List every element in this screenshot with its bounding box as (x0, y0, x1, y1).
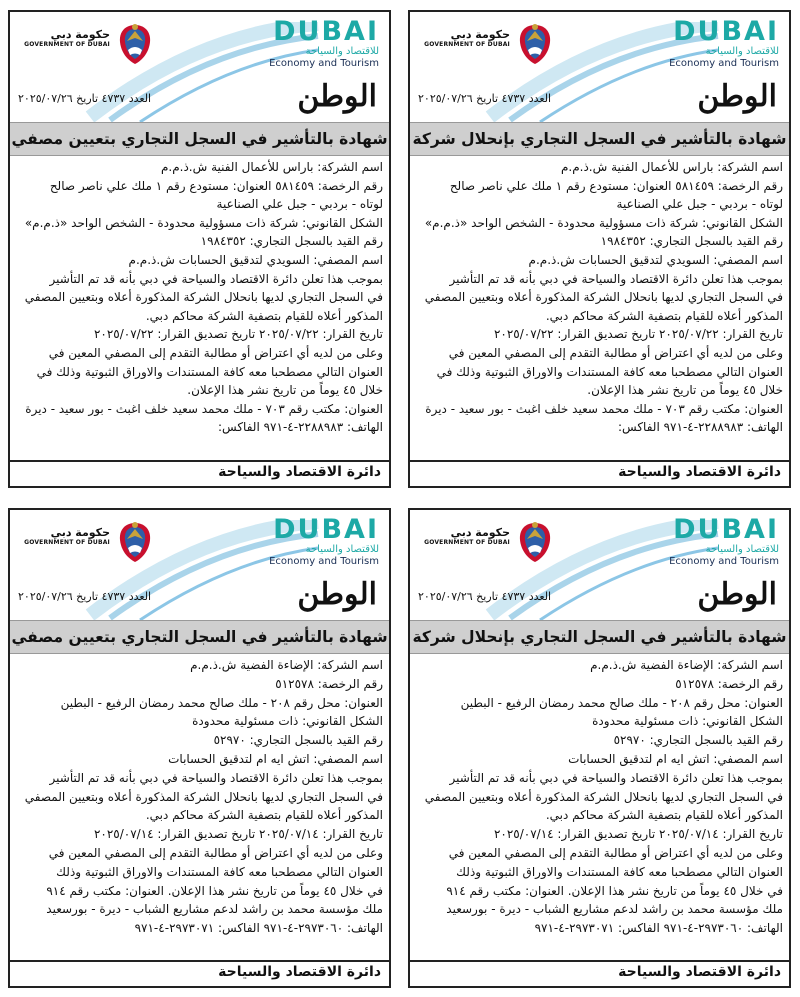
notice-body (16, 158, 383, 437)
notice-line: اسم المصفي: اتش ايه ام لتدقيق الحسابات (568, 751, 783, 766)
notice-line: اسم الشركة: باراس للأعمال الفنية ش.ذ.م.م (560, 160, 783, 174)
notice-line: رقم القيد بالسجل التجاري: ٥٢٩٧٠ (213, 733, 383, 748)
notice-footer (10, 460, 389, 486)
notice-line: تاريخ القرار: ٢٠٢٥/٠٧/١٤ تاريخ تصديق القرار: ٢٠٢٥/٠٧/١٤ (493, 827, 783, 842)
gov-english: GOVERNMENT OF DUBAI (424, 41, 510, 48)
notice-line: في السجل التجاري لديها بانحلال الشركة المذكورة أعلاه وبتعيين المصفي (24, 789, 383, 804)
dubai-english-subtitle: Economy and Tourism (269, 556, 379, 567)
notice-header (410, 12, 789, 120)
notice-line: في خلال ٤٥ يوماً من تاريخ نشر هذا الإعلان. العنوان: مكتب رقم ٩١٤ (46, 883, 383, 898)
issue-date: العدد ٤٧٣٧ تاريخ ٢٠٢٥/٠٧/٢٦ (18, 92, 152, 105)
notice-body (416, 158, 783, 437)
newspaper-name: الوطن (697, 79, 777, 114)
dubai-english-subtitle: Economy and Tourism (269, 58, 379, 69)
notice-line: في السجل التجاري لديها بانحلال الشركة المذكورة أعلاه وبتعيين المصفي (424, 789, 783, 804)
notice-line: تاريخ القرار: ٢٠٢٥/٠٧/٢٢ تاريخ تصديق القرار: ٢٠٢٥/٠٧/٢٢ (93, 327, 383, 342)
notice-title: شهادة بالتأشير في السجل التجاري بتعيين مصفي (10, 122, 389, 156)
notice-line: الهاتف: ٢٩٧٣٠٦٠-٤-٩٧١ الفاكس: ٢٩٧٣٠٧١-٤-٩٧١ (534, 921, 783, 936)
notice-body (416, 656, 783, 938)
notice-line: بموجب هذا تعلن دائرة الاقتصاد والسياحة في دبي بأنه قد تم التأشير (49, 770, 383, 785)
dubai-emblem-icon (514, 520, 556, 564)
notice-line: بموجب هذا تعلن دائرة الاقتصاد والسياحة في دبي بأنه قد تم التأشير (449, 271, 783, 286)
dubai-arabic-subtitle: للاقتصاد والسياحة (305, 46, 379, 57)
notice-line: رقم الرخصة: ٥١٢٥٧٨ (675, 676, 783, 691)
notice-header (10, 510, 389, 618)
notice-line: رقم القيد بالسجل التجاري: ٥٢٩٧٠ (613, 733, 783, 748)
notice-line: في السجل التجاري لديها بانحلال الشركة المذكورة أعلاه وبتعيين المصفي (424, 290, 783, 305)
government-of-dubai-logo (420, 526, 510, 547)
notice-line: الهاتف: ٢٢٨٨٩٨٣-٤-٩٧١ الفاكس: (218, 420, 383, 435)
notice-line: رقم القيد بالسجل التجاري: ١٩٨٤٣٥٢ (200, 234, 383, 249)
government-of-dubai-logo (420, 28, 510, 49)
notice-line: وعلى من لديه أي اعتراض أو مطالبة التقدم إلى المصفي المعين في (48, 345, 383, 360)
notice-line: ملك مؤسسة محمد بن راشد لدعم مشاريع الشباب - ديرة - بورسعيد (46, 902, 383, 917)
gov-arabic: حكومة دبي (50, 526, 110, 539)
notice-line: العنوان التالي مصطحبا معه كافة المستندات والاوراق الثبوتية وذلك (56, 864, 383, 879)
notice-line: خلال ٤٥ يوماً من تاريخ نشر هذا الإعلان. (187, 383, 383, 398)
notice-header (10, 12, 389, 120)
notice-line: العنوان: محل رقم ٢٠٨ - ملك صالح محمد رمضان الرفيع - البطين (460, 695, 783, 710)
notice-line: اسم الشركة: الإضاءة الفضية ش.ذ.م.م (590, 658, 783, 672)
gov-arabic: حكومة دبي (450, 526, 510, 539)
gov-english: GOVERNMENT OF DUBAI (24, 41, 110, 48)
notice-card-2 (8, 10, 391, 488)
notice-line: العنوان التالي مصطحبا معه كافة المستندات والاوراق الثبوتية وذلك في (36, 364, 383, 379)
dubai-wordmark: DUBAI (673, 514, 779, 545)
notice-line: الهاتف: ٢٩٧٣٠٦٠-٤-٩٧١ الفاكس: ٢٩٧٣٠٧١-٤-٩٧١ (134, 921, 383, 936)
notice-line: الشكل القانوني: ذات مسئولية محدودة (192, 714, 383, 729)
notice-line: الشكل القانوني: شركة ذات مسؤولية محدودة - الشخص الواحد «ذ.م.م» (424, 215, 783, 230)
notice-title: شهادة بالتأشير في السجل التجاري بإنحلال شركة (410, 620, 789, 654)
dubai-economy-tourism-logo (269, 516, 379, 568)
notice-card-1 (408, 10, 791, 488)
notice-line: العنوان التالي مصطحبا معه كافة المستندات والاوراق الثبوتية وذلك (456, 864, 783, 879)
government-of-dubai-logo (20, 28, 110, 49)
notice-line: بموجب هذا تعلن دائرة الاقتصاد والسياحة في دبي بأنه قد تم التأشير (49, 271, 383, 286)
department-name: دائرة الاقتصاد والسياحة (218, 964, 381, 980)
notice-line: المذكور أعلاه للقيام بتصفية الشركة محاكم دبي. (545, 308, 783, 323)
notice-line: الشكل القانوني: ذات مسئولية محدودة (592, 714, 783, 729)
notice-card-3 (408, 508, 791, 988)
notice-line: اسم المصفي: السويدي لتدقيق الحسابات ش.ذ.م.م (128, 252, 383, 267)
gov-arabic: حكومة دبي (50, 28, 110, 41)
dubai-wordmark: DUBAI (673, 16, 779, 47)
notice-line: لوتاه - بردبي - جبل علي الصناعية (616, 197, 783, 212)
dubai-economy-tourism-logo (269, 18, 379, 70)
dubai-wordmark: DUBAI (273, 514, 379, 545)
dubai-emblem-icon (514, 22, 556, 66)
issue-date: العدد ٤٧٣٧ تاريخ ٢٠٢٥/٠٧/٢٦ (418, 92, 552, 105)
newspaper-name: الوطن (697, 577, 777, 612)
notice-line: اسم المصفي: السويدي لتدقيق الحسابات ش.ذ.م.م (528, 252, 783, 267)
notice-line: العنوان: مكتب رقم ٧٠٣ - ملك محمد سعيد خلف اغبث - بور سعيد - ديرة (425, 401, 783, 416)
issue-date: العدد ٤٧٣٧ تاريخ ٢٠٢٥/٠٧/٢٦ (418, 590, 552, 603)
newspaper-name: الوطن (297, 577, 377, 612)
notice-line: ملك مؤسسة محمد بن راشد لدعم مشاريع الشباب - ديرة - بورسعيد (446, 902, 783, 917)
notice-line: خلال ٤٥ يوماً من تاريخ نشر هذا الإعلان. (587, 383, 783, 398)
notice-line: رقم الرخصة: ٥٨١٤٥٩ العنوان: مستودع رقم ١ ملك علي ناصر صالح (49, 178, 383, 193)
notice-line: وعلى من لديه أي اعتراض أو مطالبة التقدم إلى المصفي المعين في (48, 845, 383, 860)
department-name: دائرة الاقتصاد والسياحة (218, 464, 381, 480)
dubai-english-subtitle: Economy and Tourism (669, 556, 779, 567)
dubai-wordmark: DUBAI (273, 16, 379, 47)
notice-line: في خلال ٤٥ يوماً من تاريخ نشر هذا الإعلان. العنوان: مكتب رقم ٩١٤ (446, 883, 783, 898)
notice-line: وعلى من لديه أي اعتراض أو مطالبة التقدم إلى المصفي المعين في (448, 345, 783, 360)
dubai-economy-tourism-logo (669, 516, 779, 568)
notice-line: اسم المصفي: اتش ايه ام لتدقيق الحسابات (168, 751, 383, 766)
gov-english: GOVERNMENT OF DUBAI (424, 539, 510, 546)
notice-line: رقم الرخصة: ٥٨١٤٥٩ العنوان: مستودع رقم ١ ملك علي ناصر صالح (449, 178, 783, 193)
notice-title: شهادة بالتأشير في السجل التجاري بتعيين مصفي (10, 620, 389, 654)
issue-date: العدد ٤٧٣٧ تاريخ ٢٠٢٥/٠٧/٢٦ (18, 590, 152, 603)
notice-line: اسم الشركة: باراس للأعمال الفنية ش.ذ.م.م (160, 160, 383, 174)
government-of-dubai-logo (20, 526, 110, 547)
notice-line: بموجب هذا تعلن دائرة الاقتصاد والسياحة في دبي بأنه قد تم التأشير (449, 770, 783, 785)
notice-line: المذكور أعلاه للقيام بتصفية الشركة محاكم دبي. (145, 808, 383, 823)
dubai-economy-tourism-logo (669, 18, 779, 70)
notice-card-4 (8, 508, 391, 988)
gov-english: GOVERNMENT OF DUBAI (24, 539, 110, 546)
dubai-arabic-subtitle: للاقتصاد والسياحة (705, 544, 779, 555)
notice-line: العنوان: محل رقم ٢٠٨ - ملك صالح محمد رمضان الرفيع - البطين (60, 695, 383, 710)
notice-line: رقم الرخصة: ٥١٢٥٧٨ (275, 676, 383, 691)
notice-footer (10, 960, 389, 986)
dubai-arabic-subtitle: للاقتصاد والسياحة (305, 544, 379, 555)
notice-header (410, 510, 789, 618)
notice-line: رقم القيد بالسجل التجاري: ١٩٨٤٣٥٢ (600, 234, 783, 249)
gov-arabic: حكومة دبي (450, 28, 510, 41)
notice-line: تاريخ القرار: ٢٠٢٥/٠٧/١٤ تاريخ تصديق القرار: ٢٠٢٥/٠٧/١٤ (93, 827, 383, 842)
notice-line: العنوان: مكتب رقم ٧٠٣ - ملك محمد سعيد خلف اغبث - بور سعيد - ديرة (25, 401, 383, 416)
department-name: دائرة الاقتصاد والسياحة (618, 464, 781, 480)
notice-line: العنوان التالي مصطحبا معه كافة المستندات والاوراق الثبوتية وذلك في (436, 364, 783, 379)
dubai-emblem-icon (114, 520, 156, 564)
notice-title: شهادة بالتأشير في السجل التجاري بإنحلال شركة (410, 122, 789, 156)
dubai-emblem-icon (114, 22, 156, 66)
notice-line: تاريخ القرار: ٢٠٢٥/٠٧/٢٢ تاريخ تصديق القرار: ٢٠٢٥/٠٧/٢٢ (493, 327, 783, 342)
notice-footer (410, 960, 789, 986)
notice-body (16, 656, 383, 938)
notice-footer (410, 460, 789, 486)
notice-line: المذكور أعلاه للقيام بتصفية الشركة محاكم دبي. (145, 308, 383, 323)
newspaper-name: الوطن (297, 79, 377, 114)
dubai-english-subtitle: Economy and Tourism (669, 58, 779, 69)
dubai-arabic-subtitle: للاقتصاد والسياحة (705, 46, 779, 57)
notice-line: المذكور أعلاه للقيام بتصفية الشركة محاكم دبي. (545, 808, 783, 823)
notice-line: الشكل القانوني: شركة ذات مسؤولية محدودة - الشخص الواحد «ذ.م.م» (24, 215, 383, 230)
notice-line: الهاتف: ٢٢٨٨٩٨٣-٤-٩٧١ الفاكس: (618, 420, 783, 435)
department-name: دائرة الاقتصاد والسياحة (618, 964, 781, 980)
notice-line: اسم الشركة: الإضاءة الفضية ش.ذ.م.م (190, 658, 383, 672)
notice-line: لوتاه - بردبي - جبل علي الصناعية (216, 197, 383, 212)
notice-line: وعلى من لديه أي اعتراض أو مطالبة التقدم إلى المصفي المعين في (448, 845, 783, 860)
notice-line: في السجل التجاري لديها بانحلال الشركة المذكورة أعلاه وبتعيين المصفي (24, 290, 383, 305)
